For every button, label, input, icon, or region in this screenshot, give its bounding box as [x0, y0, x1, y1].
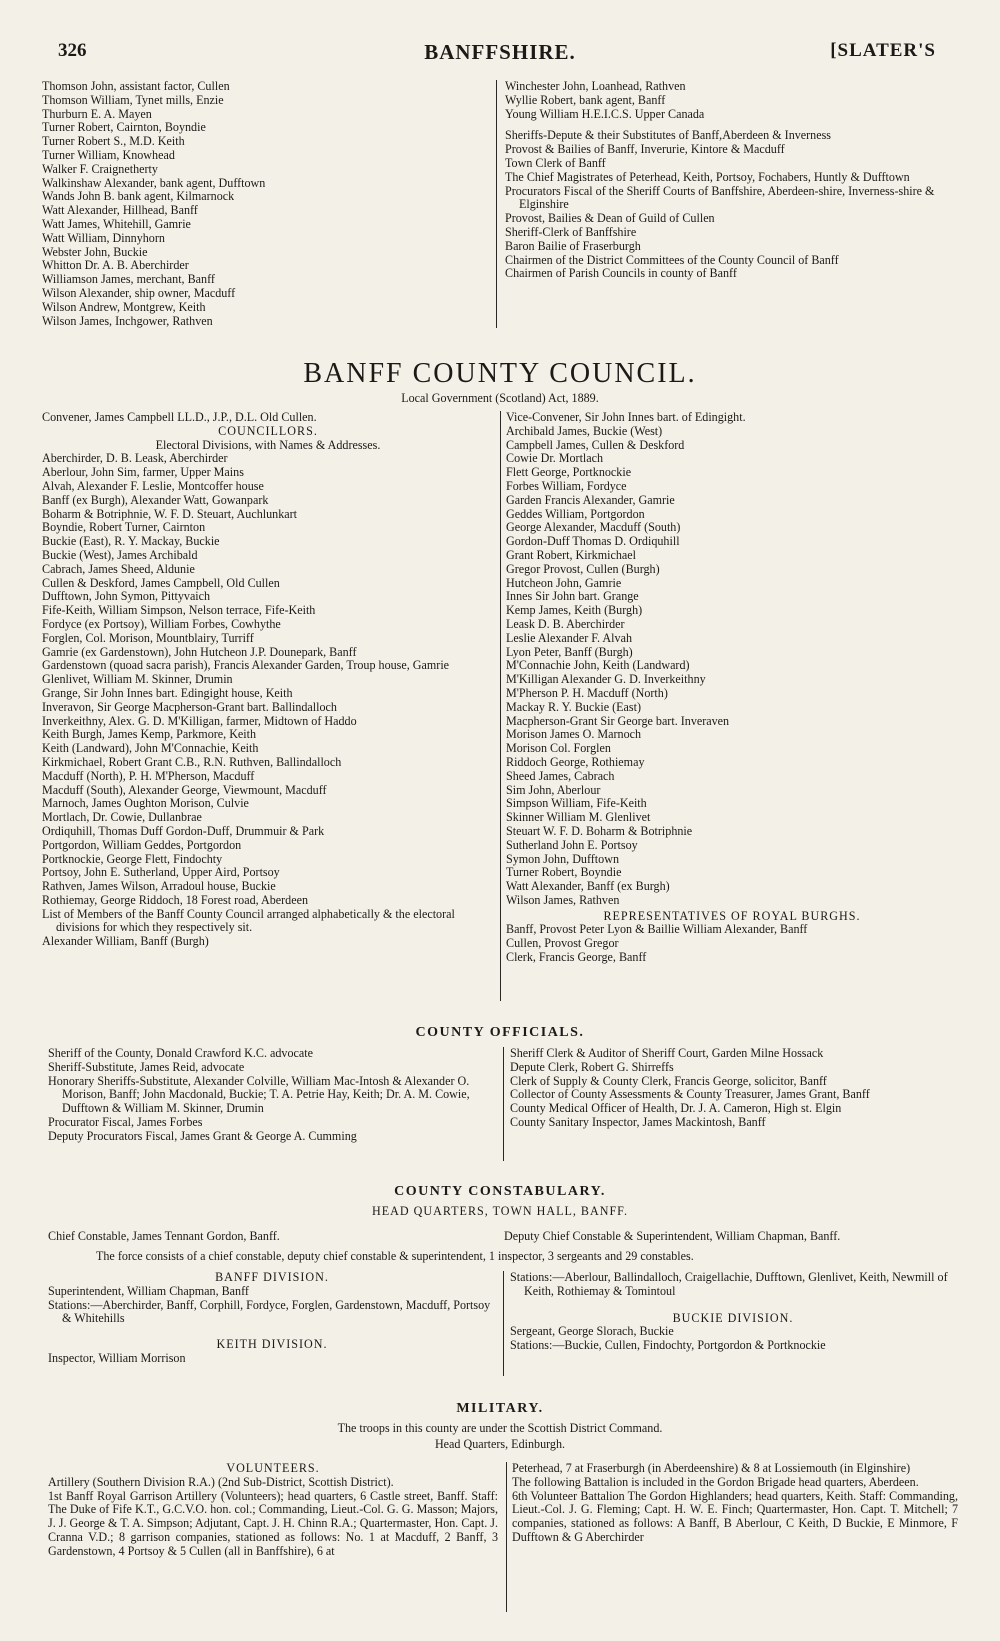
members-list-note: List of Members of the Banff County Council arranged alphabetically & the electoral divisions for which they respectively sit. — [42, 907, 455, 935]
military-heading-block — [0, 1401, 1000, 1452]
division-entry: Ordiquhill, Thomas Duff Gordon-Duff, Drummuir & Park — [42, 824, 325, 838]
division-entry: Keith Burgh, James Kemp, Parkmore, Keith — [42, 728, 257, 742]
members-list-left — [42, 935, 494, 949]
division-entry: Boharm & Botriphnie, W. F. D. Steuart, Auchlunkart — [42, 507, 297, 521]
resident-entry: Turner William, Knowhead — [42, 148, 175, 162]
member-entry: George Alexander, Macduff (South) — [506, 521, 681, 535]
member-entry: Sheed James, Cabrach — [506, 769, 615, 783]
member-entry: Cowie Dr. Mortlach — [506, 452, 604, 466]
see-also-entry: The Chief Magistrates of Peterhead, Keith, Portsoy, Fochabers, Huntly & Dufftown — [505, 170, 910, 184]
see-also-entry: Sheriffs-Depute & their Substitutes of Banff,Aberdeen & Inverness — [505, 129, 832, 143]
military-intro: The troops in this county are under the Scottish District Command. — [337, 1422, 663, 1435]
division-staff-entry: Superintendent, William Chapman, Banff — [48, 1284, 249, 1298]
division-entry: Aberchirder, D. B. Leask, Aberchirder — [42, 452, 228, 466]
division-entry: Cabrach, James Sheed, Aldunie — [42, 562, 195, 576]
division-entry: Gamrie (ex Gardenstown), John Hutcheon J.P. Dounepark, Banff — [42, 645, 357, 659]
member-entry: Morison Col. Forglen — [506, 742, 611, 756]
see-also-entry: Provost & Bailies of Banff, Inverurie, Kintore & Macduff — [505, 143, 785, 157]
resident-entry: Wilson Alexander, ship owner, Macduff — [42, 286, 236, 300]
council-title: BANFF COUNTY COUNCIL. — [303, 358, 697, 389]
military-entry: The following Battalion is included in the Gordon Brigade head quarters, Aberdeen. — [512, 1475, 919, 1489]
member-entry: Symon John, Dufftown — [506, 852, 619, 866]
resident-entry: Wilson Andrew, Montgrew, Keith — [42, 300, 206, 314]
resident-entry: Thurburn E. A. Mayen — [42, 107, 152, 121]
division-entry: Macduff (South), Alexander George, Viewmount, Macduff — [42, 783, 327, 797]
see-also-entry: Sheriff-Clerk of Banffshire — [505, 225, 637, 239]
military-list-left — [48, 1476, 498, 1559]
division-entry: Banff (ex Burgh), Alexander Watt, Gowanpark — [42, 493, 269, 507]
division-entry: Aberlour, John Sim, farmer, Upper Mains — [42, 466, 244, 480]
member-entry: Morison James O. Marnoch — [506, 728, 642, 742]
keith-division-stations: Stations:—Aberlour, Ballindalloch, Craigellachie, Dufftown, Glenlivet, Keith, Newmill of Keith, Rothiemay & Tomintoul — [510, 1271, 948, 1298]
electoral-divisions-list — [42, 452, 494, 907]
military-entry: 6th Volunteer Battalion The Gordon Highlanders; head quarters, Keith. Staff: Commanding, Lieut.-Col. J. G. Fleming; Capt. H. W. E. Finch; Quartermaster, Hon. Capt. T. Mitchell; 7 companies, stationed as follows: A Banff, B Aberlour, C Keith, D Buckie, E Minmore, F Dufftown & G Aberchirder — [512, 1489, 958, 1544]
division-entry: Fife-Keith, William Simpson, Nelson terrace, Fife-Keith — [42, 604, 316, 618]
resident-entry: Watt James, Whitehill, Gamrie — [42, 217, 191, 231]
constabulary-title: COUNTY CONSTABULARY. — [394, 1184, 606, 1199]
member-entry: Hutcheon John, Gamrie — [506, 576, 622, 590]
official-entry: County Sanitary Inspector, James Mackintosh, Banff — [510, 1115, 766, 1129]
division-entry: Alvah, Alexander F. Leslie, Montcoffer house — [42, 479, 264, 493]
division-entry: Forglen, Col. Morison, Mountblairy, Turriff — [42, 631, 254, 645]
division-entry: Boyndie, Robert Turner, Cairnton — [42, 521, 206, 535]
division-entry: Inverkeithny, Alex. G. D. M'Killigan, farmer, Midtown of Haddo — [42, 714, 357, 728]
officials-list-left — [48, 1047, 496, 1144]
member-entry: Campbell James, Cullen & Deskford — [506, 438, 685, 452]
official-entry: Sheriff-Substitute, James Reid, advocate — [48, 1060, 245, 1074]
see-also-entry: Procurators Fiscal of the Sheriff Courts of Banffshire, Aberdeen-shire, Inverness-shire & Elginshire — [505, 184, 935, 212]
page-number: 326 — [58, 40, 87, 61]
buckie-division-heading: BUCKIE DIVISION. — [672, 1311, 794, 1325]
division-entry: Cullen & Deskford, James Campbell, Old Cullen — [42, 576, 280, 590]
divisions-heading: Electoral Divisions, with Names & Addresses. — [155, 438, 381, 452]
resident-entry: Turner Robert, Cairnton, Boyndie — [42, 121, 206, 135]
military-entry: Peterhead, 7 at Fraserburgh (in Aberdeenshire) & 8 at Lossiemouth (in Elginshire) — [512, 1462, 911, 1475]
official-entry: Sheriff of the County, Donald Crawford K.C. advocate — [48, 1047, 313, 1060]
military-right-column — [512, 1462, 958, 1545]
member-entry: Mackay R. Y. Buckie (East) — [506, 700, 642, 714]
division-entry: Macduff (North), P. H. M'Pherson, Macduff — [42, 769, 255, 783]
division-entry: Kirkmichael, Robert Grant C.B., R.N. Ruthven, Ballindalloch — [42, 755, 342, 769]
constabulary-heading-block — [0, 1184, 1000, 1219]
resident-list-left — [42, 80, 490, 328]
council-right-column — [506, 411, 958, 965]
resident-entry: Watt Alexander, Hillhead, Banff — [42, 204, 198, 218]
residents-left-column — [42, 80, 490, 328]
member-entry: Forbes William, Fordyce — [506, 479, 627, 493]
deputy-chief-constable: Deputy Chief Constable & Superintendent, William Chapman, Banff. — [504, 1230, 841, 1243]
member-entry: Riddoch George, Rothiemay — [506, 755, 645, 769]
volunteers-heading: VOLUNTEERS. — [226, 1462, 320, 1475]
resident-list-right — [505, 80, 955, 121]
vice-convener: Vice-Convener, Sir John Innes bart. of Edingight. — [506, 411, 746, 424]
member-entry: Gregor Provost, Cullen (Burgh) — [506, 562, 660, 576]
column-rule — [506, 1462, 507, 1612]
division-entry: Dufftown, John Symon, Pittyvaich — [42, 590, 211, 604]
officials-heading-block — [0, 1025, 1000, 1041]
resident-entry: Wands John B. bank agent, Kilmarnock — [42, 190, 235, 204]
resident-entry: Wilson James, Inchgower, Rathven — [42, 314, 213, 328]
royal-burgh-entry: Banff, Provost Peter Lyon & Baillie William Alexander, Banff — [506, 923, 808, 937]
division-entry: Glenlivet, William M. Skinner, Drumin — [42, 673, 233, 687]
division-entry: Inveravon, Sir George Macpherson-Grant bart. Ballindalloch — [42, 700, 337, 714]
resident-entry: Wyllie Robert, bank agent, Banff — [505, 93, 666, 107]
military-entry: 1st Banff Royal Garrison Artillery (Volunteers); head quarters, 6 Castle street, Banff. Staff: The Duke of Fife K.T., G.C.V.O. hon. col.; Commanding, Lieut.-Col. G. G. Masson; Majors, J. J. George & T. A. Simpson; Adjutant, Capt. J. H. Chinn R.A.; Quartermaster, Hon. Capt. J. Cranna V.D.; 8 garrison companies, stationed as follows: No. 1 at Macduff, 2 Banff, 3 Gardenstown, 4 Portsoy & 5 Cullen (all in Banffshire), 6 at — [48, 1489, 498, 1558]
residents-right-column — [505, 80, 955, 281]
keith-division-list — [48, 1352, 496, 1366]
council-act: Local Government (Scotland) Act, 1889. — [401, 392, 599, 405]
division-entry: Portknockie, George Flett, Findochty — [42, 852, 223, 866]
division-entry: Grange, Sir John Innes bart. Edingight house, Keith — [42, 686, 293, 700]
member-entry: Simpson William, Fife-Keith — [506, 797, 647, 811]
royal-burgh-entry: Cullen, Provost Gregor — [506, 937, 619, 951]
division-staff-entry: Stations:—Aberchirder, Banff, Corphill, Fordyce, Forglen, Gardenstown, Macduff, Portsoy & Whitehills — [48, 1298, 491, 1326]
resident-entry: Webster John, Buckie — [42, 245, 148, 259]
column-rule — [500, 411, 501, 1001]
member-entry: Alexander William, Banff (Burgh) — [42, 935, 209, 949]
member-entry: Turner Robert, Boyndie — [506, 866, 622, 880]
division-staff-entry: Sergeant, George Slorach, Buckie — [510, 1325, 674, 1339]
military-entry: Artillery (Southern Division R.A.) (2nd Sub-District, Scottish District). — [48, 1475, 394, 1489]
member-entry: Archibald James, Buckie (West) — [506, 424, 663, 438]
official-entry: Deputy Procurators Fiscal, James Grant & George A. Cumming — [48, 1129, 357, 1143]
member-entry: Steuart W. F. D. Boharm & Botriphnie — [506, 824, 693, 838]
see-also-entry: Provost, Bailies & Dean of Guild of Cullen — [505, 212, 715, 226]
column-rule — [503, 1047, 504, 1161]
member-entry: Grant Robert, Kirkmichael — [506, 548, 636, 562]
member-entry: Kemp James, Keith (Burgh) — [506, 604, 643, 618]
royal-burgh-entry: Clerk, Francis George, Banff — [506, 951, 647, 965]
division-entry: Buckie (West), James Archibald — [42, 548, 198, 562]
buckie-division-list — [510, 1325, 956, 1353]
resident-entry: Walker F. Craignetherty — [42, 162, 158, 176]
chief-constable: Chief Constable, James Tennant Gordon, Banff. — [48, 1230, 280, 1243]
division-entry: Rathven, James Wilson, Arradoul house, Buckie — [42, 880, 276, 894]
member-entry: Flett George, Portknockie — [506, 466, 632, 480]
chief-constable-column — [48, 1230, 496, 1244]
division-entry: Keith (Landward), John M'Connachie, Keith — [42, 742, 259, 756]
column-rule — [496, 80, 497, 328]
member-entry: Geddes William, Portgordon — [506, 507, 645, 521]
official-entry: Depute Clerk, Robert G. Shirreffs — [510, 1060, 674, 1074]
see-also-entry: Baron Bailie of Fraserburgh — [505, 239, 641, 253]
resident-entry: Thomson John, assistant factor, Cullen — [42, 80, 230, 93]
royal-burghs-heading: REPRESENTATIVES OF ROYAL BURGHS. — [603, 909, 861, 923]
column-rule — [503, 1271, 504, 1376]
officials-left-column — [48, 1047, 496, 1144]
division-entry: Portgordon, William Geddes, Portgordon — [42, 838, 242, 852]
see-also-entry: Chairmen of the District Committees of the County Council of Banff — [505, 253, 839, 267]
officials-title: COUNTY OFFICIALS. — [415, 1025, 585, 1040]
banff-division-list — [48, 1285, 496, 1326]
division-staff-entry: Inspector, William Morrison — [48, 1351, 186, 1365]
running-title: BANFFSHIRE. — [424, 40, 576, 64]
member-entry: M'Pherson P. H. Macduff (North) — [506, 686, 668, 700]
member-entry: Sutherland John E. Portsoy — [506, 838, 638, 852]
keith-division-heading: KEITH DIVISION. — [216, 1338, 328, 1352]
page-header — [0, 40, 1000, 70]
division-entry: Marnoch, James Oughton Morison, Culvie — [42, 797, 249, 811]
member-entry: Gordon-Duff Thomas D. Ordiquhill — [506, 535, 680, 549]
resident-entry: Turner Robert S., M.D. Keith — [42, 135, 185, 149]
see-also-entry: Town Clerk of Banff — [505, 156, 606, 170]
official-entry: Sheriff Clerk & Auditor of Sheriff Court, Garden Milne Hossack — [510, 1047, 824, 1060]
member-entry: M'Connachie John, Keith (Landward) — [506, 659, 690, 673]
member-entry: Garden Francis Alexander, Gamrie — [506, 493, 675, 507]
member-entry: Macpherson-Grant Sir George bart. Inveraven — [506, 714, 730, 728]
official-entry: Clerk of Supply & County Clerk, Francis George, solicitor, Banff — [510, 1074, 827, 1088]
division-entry: Fordyce (ex Portsoy), William Forbes, Cowhythe — [42, 617, 281, 631]
officials-list-right — [510, 1047, 954, 1130]
member-entry: Sim John, Aberlour — [506, 783, 601, 797]
division-entry: Buckie (East), R. Y. Mackay, Buckie — [42, 535, 220, 549]
official-entry: Procurator Fiscal, James Forbes — [48, 1115, 203, 1129]
resident-entry: Whitton Dr. A. B. Aberchirder — [42, 259, 189, 273]
resident-entry: Williamson James, merchant, Banff — [42, 273, 215, 287]
constabulary-hq: HEAD QUARTERS, TOWN HALL, BANFF. — [372, 1204, 628, 1218]
resident-entry: Young William H.E.I.C.S. Upper Canada — [505, 107, 705, 121]
councillors-heading: COUNCILLORS. — [218, 424, 318, 438]
member-entry: Skinner William M. Glenlivet — [506, 811, 651, 825]
banff-division-heading: BANFF DIVISION. — [215, 1271, 329, 1284]
royal-burghs-list — [506, 923, 958, 964]
member-entry: Leslie Alexander F. Alvah — [506, 631, 632, 645]
division-entry: Gardenstown (quoad sacra parish), Francis Alexander Garden, Troup house, Gamrie — [42, 659, 450, 673]
constabulary-right-column — [510, 1271, 956, 1353]
member-entry: Wilson James, Rathven — [506, 893, 620, 907]
division-entry: Portsoy, John E. Sutherland, Upper Aird, Portsoy — [42, 866, 280, 880]
officials-right-column — [510, 1047, 954, 1130]
military-hq: Head Quarters, Edinburgh. — [434, 1437, 566, 1451]
member-entry: Lyon Peter, Banff (Burgh) — [506, 645, 633, 659]
council-title-block — [0, 358, 1000, 406]
publisher-mark: [SLATER'S — [830, 40, 936, 61]
members-list-right — [506, 425, 958, 908]
convener: Convener, James Campbell LL.D., J.P., D.L. Old Cullen. — [42, 411, 317, 424]
division-staff-entry: Stations:—Buckie, Cullen, Findochty, Portgordon & Portknockie — [510, 1339, 826, 1353]
member-entry: Watt Alexander, Banff (ex Burgh) — [506, 880, 670, 894]
official-entry: Collector of County Assessments & County Treasurer, James Grant, Banff — [510, 1088, 870, 1102]
division-entry: Rothiemay, George Riddoch, 18 Forest road, Aberdeen — [42, 893, 309, 907]
resident-entry: Walkinshaw Alexander, bank agent, Dufftown — [42, 176, 266, 190]
resident-entry: Winchester John, Loanhead, Rathven — [505, 80, 686, 93]
resident-entry: Watt William, Dinnyhorn — [42, 231, 165, 245]
see-also-entry: Chairmen of Parish Councils in county of Banff — [505, 267, 737, 281]
military-left-column — [48, 1462, 498, 1559]
official-entry: Honorary Sheriffs-Substitute, Alexander Colville, William Mac-Intosh & Alexander O. Morison, Banff; John Macdonald, Buckie; T. A. Petrie Hay, Keith; Dr. A. M. Cowie, Dufftown & William M. Skinner, Drumin — [48, 1074, 470, 1116]
constabulary-left-column — [48, 1271, 496, 1366]
member-entry: Innes Sir John bart. Grange — [506, 590, 639, 604]
member-entry: M'Killigan Alexander G. D. Inverkeithny — [506, 673, 706, 687]
council-left-column — [42, 411, 494, 949]
military-title: MILITARY. — [456, 1401, 544, 1416]
member-entry: Leask D. B. Aberchirder — [506, 617, 625, 631]
force-strength-block — [96, 1250, 936, 1264]
deputy-chief-column — [504, 1230, 958, 1244]
resident-entry: Thomson William, Tynet mills, Enzie — [42, 93, 224, 107]
force-strength: The force consists of a chief constable, deputy chief constable & superintendent, 1 inspector, 3 sergeants and 29 constables. — [96, 1250, 694, 1263]
official-entry: County Medical Officer of Health, Dr. J. A. Cameron, High st. Elgin — [510, 1102, 842, 1116]
division-entry: Mortlach, Dr. Cowie, Dullanbrae — [42, 811, 202, 825]
see-also-list — [505, 129, 955, 281]
military-list-right — [512, 1462, 958, 1545]
